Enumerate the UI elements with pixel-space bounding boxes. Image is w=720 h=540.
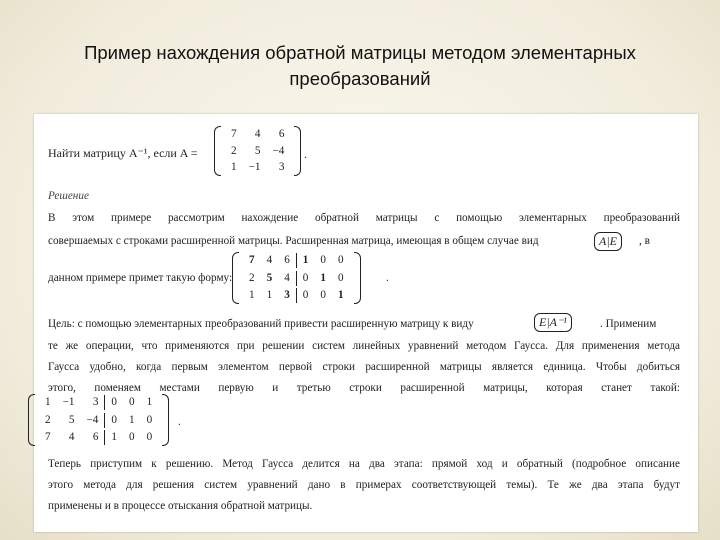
matrix-cell: −1 bbox=[248, 161, 261, 173]
p1-line2: совершаемых с строками расширенной матрицы. Расширенная матрица, имеющая в общем случае вид bbox=[48, 235, 539, 247]
matrix-cell: 1 bbox=[129, 413, 135, 426]
solution-label: Решение bbox=[48, 190, 89, 202]
matrix-cell: 0 bbox=[146, 413, 153, 426]
matrix-cell: 6 bbox=[278, 128, 285, 140]
matrix-cell: 7 bbox=[45, 431, 51, 443]
p1-line2-end: , в bbox=[639, 235, 650, 247]
matrix-cell: 2 bbox=[45, 413, 51, 426]
document-page: Найти матрицу A⁻¹, если A = 7 4 6 2 5 −4 1 −1 3 . Решение В этом примере рассмотрим нахождение обратной матрицы с помощью элементарных преобразований совершаемых с строками расширенной матрицы. Расширенная матрица, имеющая в общем случае вид A|E , в данном примере примет такую форму: 7 4 6 1 0 0 2 5 4 0 1 0 1 1 3 0 0 1 . Цель: с помощью элементарных преобразований привести расширенную матрицу к виду E|A⁻¹ . Применим те же операции, что применяются при решении систем линейных уравнений методом Гаусса. Для применения метода Гаусса удобно, когда первым элементом первой строки расширенной матрицы является единица. Чтобы добиться этого, поменяем местами первую и третью строки расширенной матрицы, которая станет такой: 1 −1 3 0 0 1 2 5 −4 0 1 0 7 4 6 1 0 0 . Теперь приступим к решению. Метод Гаусса делится на два этапа: прямой ход и обратный (подробное описание этого метода для решения систем уравнений дано в примерах соответствующей темы). Те же два этапа будут применены и в процессе отыскания обратной матрицы. bbox=[34, 114, 698, 532]
matrix-cell: 4 bbox=[254, 128, 261, 140]
matrix-cell: 0 bbox=[337, 254, 344, 266]
p3-line1: Теперь приступим к решению. Метод Гаусса делится на два этапа: прямой ход и обратный (подробное описание bbox=[48, 458, 680, 470]
extended-matrix-1 bbox=[232, 252, 361, 304]
matrix2-suffix: . bbox=[178, 416, 181, 428]
matrix-cell: 0 bbox=[104, 413, 123, 428]
matrix-cell: 3 bbox=[92, 396, 99, 408]
matrix-cell: 3 bbox=[284, 289, 290, 301]
matrix-cell: 0 bbox=[296, 271, 315, 286]
matrix-cell: 4 bbox=[68, 431, 75, 443]
matrix-cell: 2 bbox=[249, 271, 255, 284]
matrix-cell: 4 bbox=[284, 271, 290, 284]
matrix-cell: −4 bbox=[86, 413, 99, 426]
matrix-cell: 7 bbox=[249, 254, 255, 266]
matrix-cell: 1 bbox=[337, 289, 344, 301]
matrix-cell: 1 bbox=[266, 289, 273, 301]
p2-line1-end: . Применим bbox=[600, 318, 657, 330]
matrix-cell: 1 bbox=[231, 161, 237, 173]
matrix-cell: 6 bbox=[92, 431, 99, 443]
matrix-cell: 7 bbox=[231, 128, 237, 140]
task-text: Найти матрицу A⁻¹, если A = bbox=[48, 146, 198, 160]
matrix-cell: −1 bbox=[62, 396, 75, 408]
matrix-cell: 0 bbox=[320, 289, 326, 301]
matrix-cell: 1 bbox=[296, 253, 315, 268]
matrix-cell: 1 bbox=[146, 396, 153, 408]
matrix-cell: 0 bbox=[320, 254, 326, 266]
matrix-cell: 0 bbox=[104, 395, 123, 410]
p3-line3: применены и в процессе отыскания обратной матрицы. bbox=[48, 500, 313, 512]
matrix-cell: 5 bbox=[68, 413, 75, 426]
matrix-cell: 2 bbox=[231, 144, 237, 157]
matrix-cell: −4 bbox=[272, 144, 285, 157]
augmented-form-box: A|E bbox=[594, 232, 622, 251]
slide-title-line2: преобразований bbox=[289, 68, 431, 89]
matrix-cell: 4 bbox=[266, 254, 273, 266]
matrix-cell: 0 bbox=[129, 431, 135, 443]
matrix-cell: 6 bbox=[284, 254, 290, 266]
matrix-cell: 1 bbox=[249, 289, 255, 301]
p1-line1: В этом примере рассмотрим нахождение обратной матрицы с помощью элементарных преобразований bbox=[48, 212, 680, 224]
matrix-cell: 1 bbox=[320, 271, 326, 284]
matrix-a bbox=[214, 126, 301, 176]
matrix-cell: 0 bbox=[146, 431, 153, 443]
matrix-cell: 0 bbox=[337, 271, 344, 284]
slide-title-line1: Пример нахождения обратной матрицы методом элементарных bbox=[84, 42, 636, 63]
p1-line3: данном примере примет такую форму: bbox=[48, 272, 233, 284]
target-form-box: E|A⁻¹ bbox=[534, 313, 572, 332]
p2-line3: Гаусса удобно, когда первым элементом первой строки расширенной матрицы является единица. Чтобы добиться bbox=[48, 361, 680, 373]
p2-line4: этого, поменяем местами первую и третью строки расширенной матрицы, которая станет такой: bbox=[48, 382, 680, 394]
matrix-cell: 1 bbox=[45, 396, 51, 408]
p2-line2: те же операции, что применяются при решении систем линейных уравнений методом Гаусса. Для применения метода bbox=[48, 340, 680, 352]
matrix-cell: 1 bbox=[104, 430, 123, 445]
extended-matrix-2 bbox=[28, 394, 169, 446]
slide-title bbox=[40, 40, 680, 92]
matrix-cell: 0 bbox=[129, 396, 135, 408]
matrix-cell: 0 bbox=[296, 288, 315, 303]
task-suffix: . bbox=[304, 147, 307, 161]
p3-line2: этого метода для решения систем уравнений дано в примерах соответствующей темы). Те же два этапа будут bbox=[48, 479, 680, 491]
p2-line1: Цель: с помощью элементарных преобразований привести расширенную матрицу к виду bbox=[48, 318, 474, 330]
matrix-cell: 3 bbox=[278, 161, 285, 173]
matrix-cell: 5 bbox=[254, 144, 261, 157]
matrix-cell: 5 bbox=[266, 271, 273, 284]
